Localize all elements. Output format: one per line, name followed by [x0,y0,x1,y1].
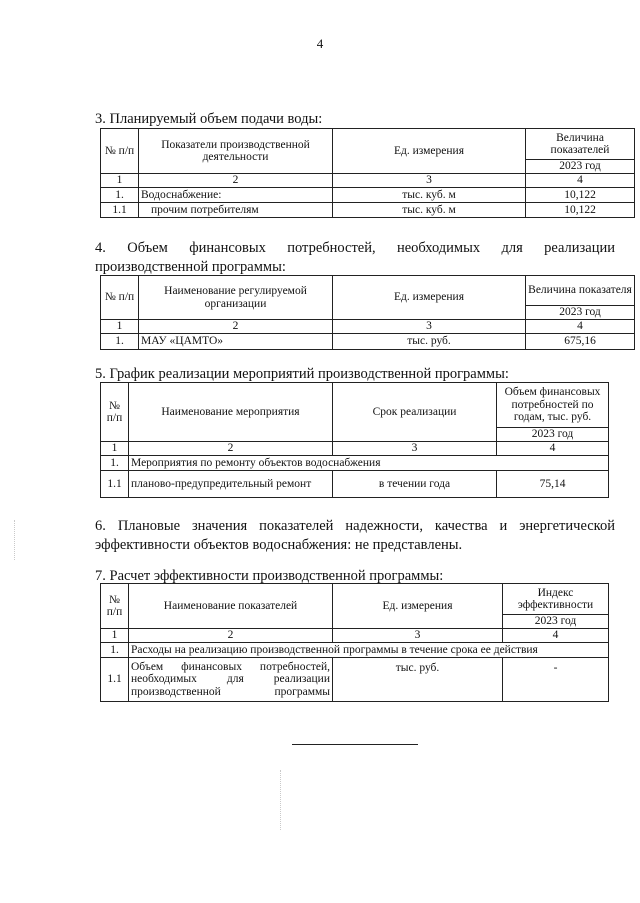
column-number-cell: 3 [333,320,526,334]
column-number-row [101,174,635,188]
table-header-row [101,584,609,615]
header-cell: Объем финансовых потребностей по годам, тыс. руб. [497,383,609,428]
column-number-cell: 3 [333,174,526,188]
section-5-title: 5. График реализации мероприятий производственной программы: [95,366,509,382]
column-number-cell: 3 [333,629,503,643]
table-cell: тыс. руб. [333,658,503,702]
column-number-row [101,320,635,334]
table-header-row [101,276,635,306]
table-cell: в течении года [333,471,497,498]
table-cell: Расходы на реализацию производственной программы в течение срока ее действия [129,643,609,658]
table-cell: тыс. куб. м [333,188,526,203]
header-cell: Ед. измерения [333,584,503,629]
table-cell: прочим потребителям [139,203,333,218]
table-row [101,203,635,218]
section-6-title: 6. Плановые значения показателей надежности, качества и энергетической эффективности объектов водоснабжения: не представлены. [95,518,615,553]
header-cell: № п/п [101,276,139,320]
section-5-table [100,382,609,498]
table-cell: Водоснабжение: [139,188,333,203]
table-cell: Мероприятия по ремонту объектов водоснабжения [129,456,609,471]
column-number-cell: 2 [129,629,333,643]
section-7-title: 7. Расчет эффективности производственной программы: [95,568,444,584]
signature-divider [292,744,418,745]
header-cell: 2023 год [526,160,635,174]
table-cell: 10,122 [526,188,635,203]
table-cell: планово-предупредительный ремонт [129,471,333,498]
header-cell: № п/п [101,584,129,629]
header-cell: Величина показателей [526,129,635,160]
scan-artifact [280,770,281,830]
header-cell: № п/п [101,383,129,442]
header-cell: № п/п [101,129,139,174]
section-4-title: 4. Объем финансовых потребностей, необходимых для реализации производственной программы: [95,240,615,275]
table-header-row [101,129,635,160]
column-number-row [101,629,609,643]
section-3-table [100,128,635,218]
column-number-cell: 1 [101,174,139,188]
column-number-cell: 1 [101,442,129,456]
column-number-cell: 1 [101,320,139,334]
column-number-cell: 2 [139,320,333,334]
table-group-row [101,456,609,471]
header-cell: 2023 год [503,615,609,629]
table-cell: - [503,658,609,702]
table-cell: 1. [101,188,139,203]
scan-artifact [14,520,15,560]
column-number-cell: 4 [497,442,609,456]
table-row [101,471,609,498]
table-cell: Объем финансовых потребностей, необходимых для реализации производственной программы [129,658,333,702]
column-number-cell: 4 [526,320,635,334]
table-cell: МАУ «ЦАМТО» [139,334,333,350]
table-cell: 1.1 [101,471,129,498]
header-cell: Ед. измерения [333,129,526,174]
header-cell: Наименование мероприятия [129,383,333,442]
section-7-table [100,583,609,702]
page-number: 4 [316,36,324,51]
table-cell: 75,14 [497,471,609,498]
table-row [101,188,635,203]
column-number-cell: 4 [503,629,609,643]
header-cell: Срок реализации [333,383,497,442]
column-number-cell: 4 [526,174,635,188]
table-cell: 1.1 [101,203,139,218]
header-cell: Наименование показателей [129,584,333,629]
table-cell: тыс. куб. м [333,203,526,218]
header-cell: Показатели производственной деятельности [139,129,333,174]
table-cell: 1. [101,334,139,350]
header-cell: 2023 год [497,428,609,442]
table-cell: 10,122 [526,203,635,218]
table-cell: 1. [101,643,129,658]
column-number-cell: 3 [333,442,497,456]
column-number-row [101,442,609,456]
section-3-title: 3. Планируемый объем подачи воды: [95,111,323,127]
header-cell: Величина показателя [526,276,635,306]
table-row [101,658,609,702]
section-4-table [100,275,635,350]
table-row [101,334,635,350]
header-cell: Ед. измерения [333,276,526,320]
table-cell: тыс. руб. [333,334,526,350]
table-group-row [101,643,609,658]
table-cell: 1. [101,456,129,471]
header-cell: 2023 год [526,306,635,320]
column-number-cell: 2 [129,442,333,456]
column-number-cell: 1 [101,629,129,643]
table-header-row [101,383,609,428]
column-number-cell: 2 [139,174,333,188]
table-cell: 675,16 [526,334,635,350]
header-cell: Индекс эффективности [503,584,609,615]
header-cell: Наименование регулируемой организации [139,276,333,320]
table-cell: 1.1 [101,658,129,702]
